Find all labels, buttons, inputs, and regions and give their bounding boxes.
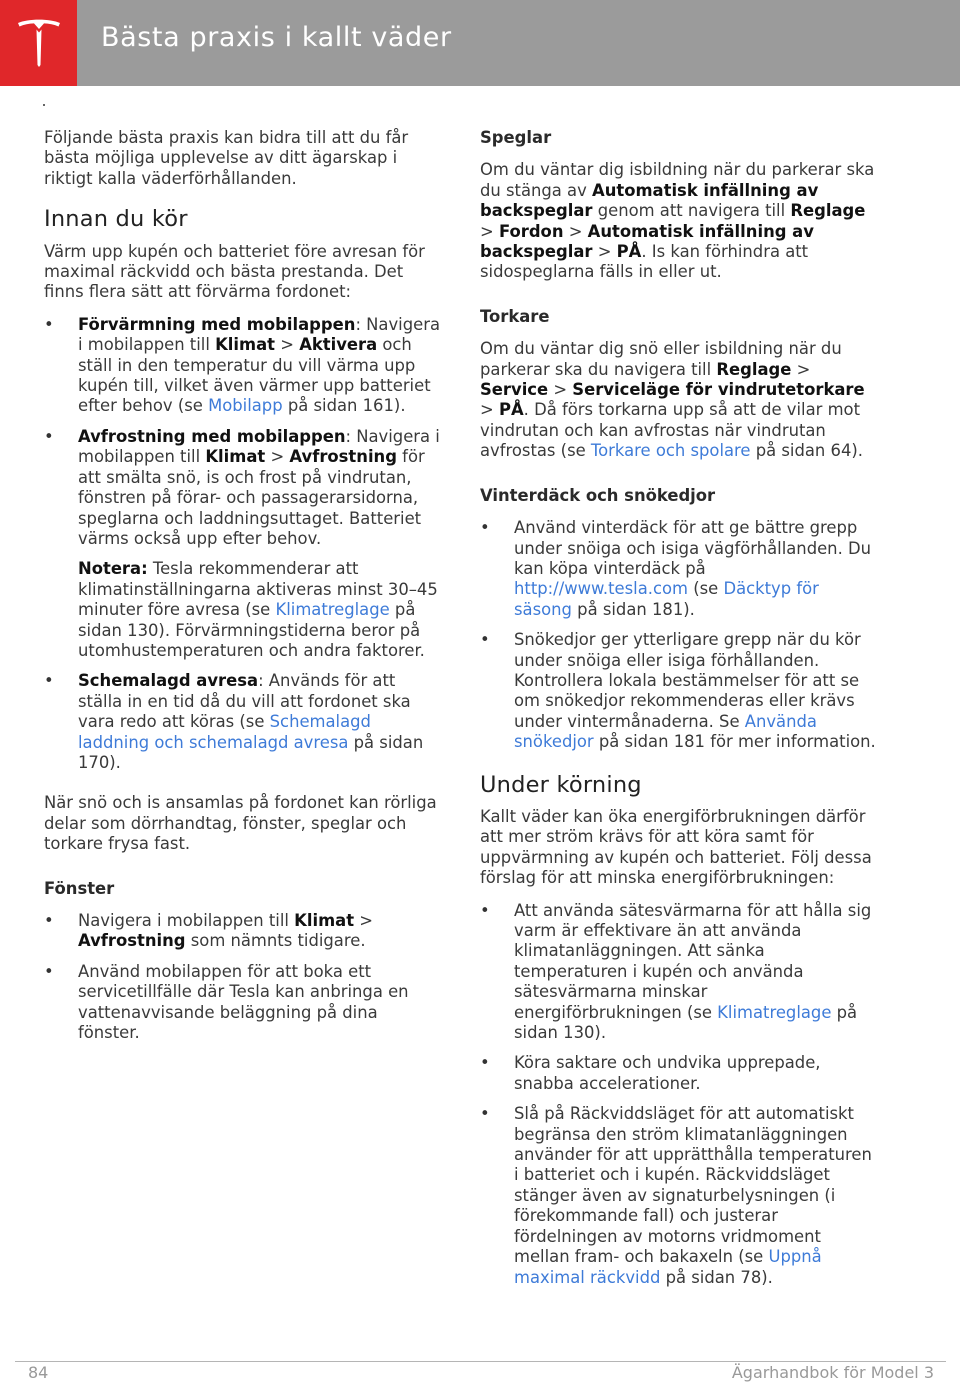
heading-windows: Fönster: [44, 878, 115, 898]
snow-paragraph: När snö och is ansamlas på fordonet kan rörliga delar som dörrhandtag, fönster, speglar och torkare frysa fast.: [44, 793, 437, 854]
heading-during-driving: Under körning: [480, 771, 642, 798]
list-item: • Schemalagd avresa: Används för att ställa in en tid då du vill att fordonet ska vara redo att köras (se Schemalagd laddning och schemalagd avresa på sidan 170).: [44, 671, 444, 773]
mirrors-paragraph: Om du väntar dig isbildning när du parkerar ska du stänga av Automatisk infällning av backspeglar genom att navigera till Reglage > Fordon > Automatisk infällning av backspeglar > PÅ. Is kan förhindra att sidospeglarna fälls in eller ut.: [480, 160, 875, 282]
windows-list: [44, 911, 444, 1043]
right-column: [480, 128, 880, 1308]
link-mobilapp[interactable]: Mobilapp: [208, 396, 283, 416]
heading-mirrors: Speglar: [480, 128, 552, 147]
list-item: • Navigera i mobilappen till Klimat > Avfrostning som nämnts tidigare.: [44, 911, 444, 952]
left-column: [44, 128, 444, 1063]
list-item: • Att använda sätesvärmarna för att hålla sig varm är effektivare än att använda klimatanläggningen. Att sänka temperaturen i kupén och använda sätesvärmarna minskar energiförbrukningen (se Klimatreglage på sidan 130).: [480, 901, 880, 1044]
preheat-list: [44, 315, 444, 549]
wipers-paragraph: Om du väntar dig snö eller isbildning när du parkerar ska du navigera till Reglage > Service > Serviceläge för vindrutetorkare > PÅ. Då förs torkarna upp så att de vilar mot vindrutan och kan avfrostas när vindrutan avfrostas (se Torkare och spolare på sidan 64).: [480, 339, 865, 461]
heading-before-driving: Innan du kör: [44, 206, 188, 233]
heading-tires: Vinterdäck och snökedjor: [480, 485, 716, 505]
marker-dot: [43, 104, 45, 106]
link-klimatreglage[interactable]: Klimatreglage: [275, 600, 390, 620]
preheat-list-cont: [44, 671, 444, 773]
link-klimatreglage-2[interactable]: Klimatreglage: [717, 1002, 832, 1022]
page-title: Bästa praxis i kallt väder: [101, 22, 452, 53]
tesla-logo: [0, 0, 77, 86]
list-item: • Slå på Räckviddsläget för att automatiskt begränsa den ström klimatanläggningen använder för att upprätthålla temperaturen i batteriet och i kupén. Räckviddsläget stänger även av signaturbelysningen (i förekommande fall) och justerar fördelningen av motorns vridmoment mellan fram- och bakaxeln (se Uppnå maximal räckvidd på sidan 78).: [480, 1104, 880, 1288]
page-number: 84: [28, 1363, 49, 1382]
driving-list: [480, 901, 880, 1288]
heading-wipers: Torkare: [480, 306, 550, 326]
page-header: [0, 0, 960, 86]
list-item: • Avfrostning med mobilappen: Navigera i mobilappen till Klimat > Avfrostning för att smälta snö, is och frost på vindrutan, fönstren på förar- och passagerarsidorna, speglarna och laddningsuttaget. Batteriet värms också upp efter behov.: [44, 427, 444, 549]
note-label: Notera:: [78, 559, 148, 579]
preheat-paragraph: Värm upp kupén och batteriet före avresan för maximal räckvidd och bästa prestanda. Det finns flera sätt att förvärma fordonet:: [44, 241, 425, 302]
list-item: • Använd vinterdäck för att ge bättre grepp under snöiga och isiga vägförhållanden. Du kan köpa vinterdäck på http://www.tesla.com (se Däcktyp för säsong på sidan 181).: [480, 518, 880, 620]
tesla-logo-icon: [16, 17, 62, 69]
link-rackvidd[interactable]: Uppnå maximal räckvidd: [514, 1247, 822, 1287]
link-dacktyp[interactable]: Däcktyp för säsong: [514, 579, 819, 619]
list-item: • Köra saktare och undvika upprepade, snabba accelerationer.: [480, 1053, 880, 1094]
list-item: • Använd mobilappen för att boka ett servicetillfälle där Tesla kan anbringa en vattenavvisande beläggning på dina fönster.: [44, 962, 444, 1044]
intro-paragraph: Följande bästa praxis kan bidra till att du får bästa möjliga upplevelse av ditt ägarskap i riktigt kalla väderförhållanden.: [44, 128, 409, 188]
list-item: • Snökedjor ger ytterligare grepp när du kör under snöiga eller isiga förhållanden. Kontrollera lokala bestämmelser för att se om snökedjor rekommenderas eller krävs under vintermånaderna. Se Använda snökedjor på sidan 181 för mer information.: [480, 630, 880, 752]
footer-title: Ägarhandbok för Model 3: [731, 1363, 934, 1382]
tires-list: [480, 518, 880, 752]
note: Notera: Tesla rekommenderar att klimatinställningarna aktiveras minst 30–45 minuter före avresa (se Klimatreglage på sidan 130). Förvärmningstiderna beror på utomhustemperaturen och andra faktorer.: [78, 559, 438, 660]
footer-divider: [15, 1361, 946, 1362]
driving-paragraph: Kallt väder kan öka energiförbrukningen därför att mer ström krävs för att köra samt för uppvärmning av kupén och batteriet. Följ dessa förslag för att minska energiförbrukningen:: [480, 806, 872, 888]
link-tesla-com[interactable]: http://www.tesla.com: [514, 579, 688, 599]
link-schemalagd[interactable]: Schemalagd laddning och schemalagd avresa: [78, 712, 371, 752]
link-torkare[interactable]: Torkare och spolare: [590, 441, 751, 461]
list-item: • Förvärmning med mobilappen: Navigera i mobilappen till Klimat > Aktivera och ställ in den temperatur du vill värma upp kupén till, vilket även värmer upp batteriet efter behov (se Mobilapp på sidan 161).: [44, 315, 444, 417]
link-snokedjor[interactable]: Använda snökedjor: [514, 711, 817, 752]
